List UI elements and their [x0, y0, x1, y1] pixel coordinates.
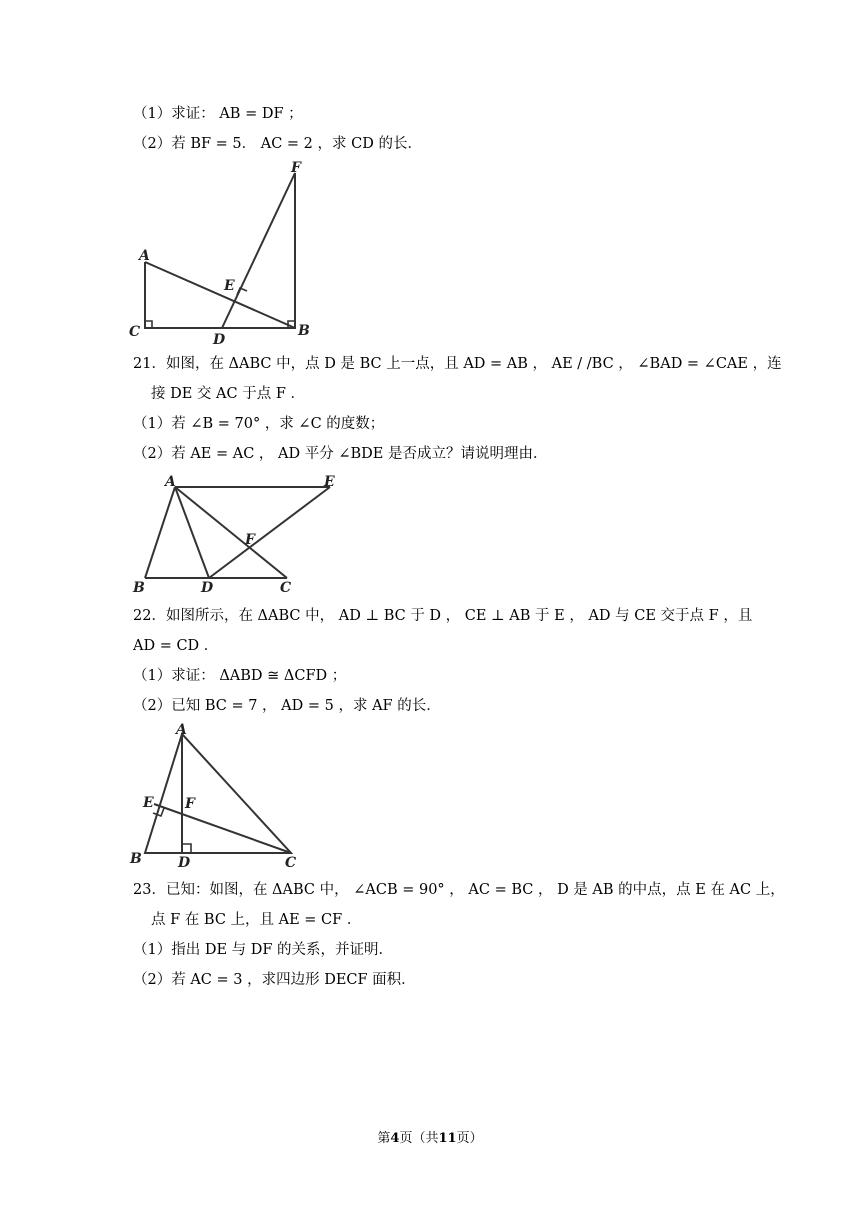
q20-label-c: C	[129, 324, 141, 340]
q20-label-d: D	[213, 332, 226, 348]
q21-segment-ab	[145, 487, 175, 578]
q22-segment-ce	[154, 804, 291, 853]
q20-outline	[145, 173, 295, 328]
q22-triangle-abc	[145, 734, 291, 853]
q22-stem-line2: AD = CD ．	[133, 638, 219, 654]
footer-prefix: 第	[377, 1131, 391, 1146]
q20-segment-ab	[145, 262, 295, 328]
q21-label-b: B	[133, 580, 145, 596]
q22-part1: （1）求证： ΔABD ≅ ΔCFD ；	[133, 668, 347, 684]
q21-stem-line2: 接 DE 交 AC 于点 F ．	[151, 386, 305, 402]
footer-suffix: 页）	[456, 1131, 483, 1146]
q20-figure	[125, 158, 325, 348]
footer-page-number: 4	[390, 1131, 400, 1146]
q22-right-angle-d	[182, 844, 191, 853]
q21-label-e: E	[324, 474, 335, 490]
q20-label-f: F	[291, 160, 301, 176]
q21-label-d: D	[201, 580, 214, 596]
q23-stem-line1: 23．已知：如图，在 ΔABC 中， ∠ACB = 90° ， AC = BC ， D 是 AB 的中点，点 E 在 AC 上，	[133, 882, 785, 898]
q22-label-c: C	[285, 855, 297, 871]
q21-label-c: C	[280, 580, 292, 596]
page-footer	[0, 1130, 860, 1148]
q20-label-a: A	[139, 248, 150, 264]
q23-part2: （2）若 AC = 3 ，求四边形 DECF 面积．	[133, 972, 416, 988]
q20-label-e: E	[224, 278, 235, 294]
q20-part2: （2）若 BF = 5． AC = 2 ，求 CD 的长．	[133, 136, 422, 152]
q22-label-e: E	[143, 795, 154, 811]
q22-label-b: B	[130, 851, 142, 867]
q21-part1: （1）若 ∠B = 70° ，求 ∠C 的度数；	[133, 416, 385, 432]
q21-figure	[125, 468, 365, 600]
q22-figure	[125, 720, 315, 870]
q20-part1: （1）求证： AB = DF ；	[133, 106, 303, 122]
q22-label-a: A	[176, 722, 187, 738]
q21-label-f: F	[245, 532, 255, 548]
footer-total-pages: 11	[438, 1131, 457, 1146]
footer-mid: 页（共	[399, 1131, 439, 1146]
q21-label-a: A	[165, 474, 176, 490]
q21-stem-line1: 21．如图，在 ΔABC 中，点 D 是 BC 上一点，且 AD = AB ， AE / /BC ， ∠BAD = ∠CAE ，连	[133, 356, 782, 372]
q22-label-f: F	[185, 796, 195, 812]
q21-part2: （2）若 AE = AC ， AD 平分 ∠BDE 是否成立？请说明理由．	[133, 446, 548, 462]
q23-stem-line2: 点 F 在 BC 上，且 AE = CF ．	[151, 912, 362, 928]
q20-label-b: B	[298, 323, 310, 339]
q22-stem-line1: 22．如图所示，在 ΔABC 中， AD ⊥ BC 于 D ， CE ⊥ AB 于 E ， AD 与 CE 交于点 F ，且	[133, 608, 753, 624]
q20-right-angle-c	[145, 321, 152, 328]
q22-label-d: D	[178, 855, 191, 871]
q22-part2: （2）已知 BC = 7 ， AD = 5 ，求 AF 的长．	[133, 698, 441, 714]
q23-part1: （1）指出 DE 与 DF 的关系，并证明．	[133, 942, 394, 958]
